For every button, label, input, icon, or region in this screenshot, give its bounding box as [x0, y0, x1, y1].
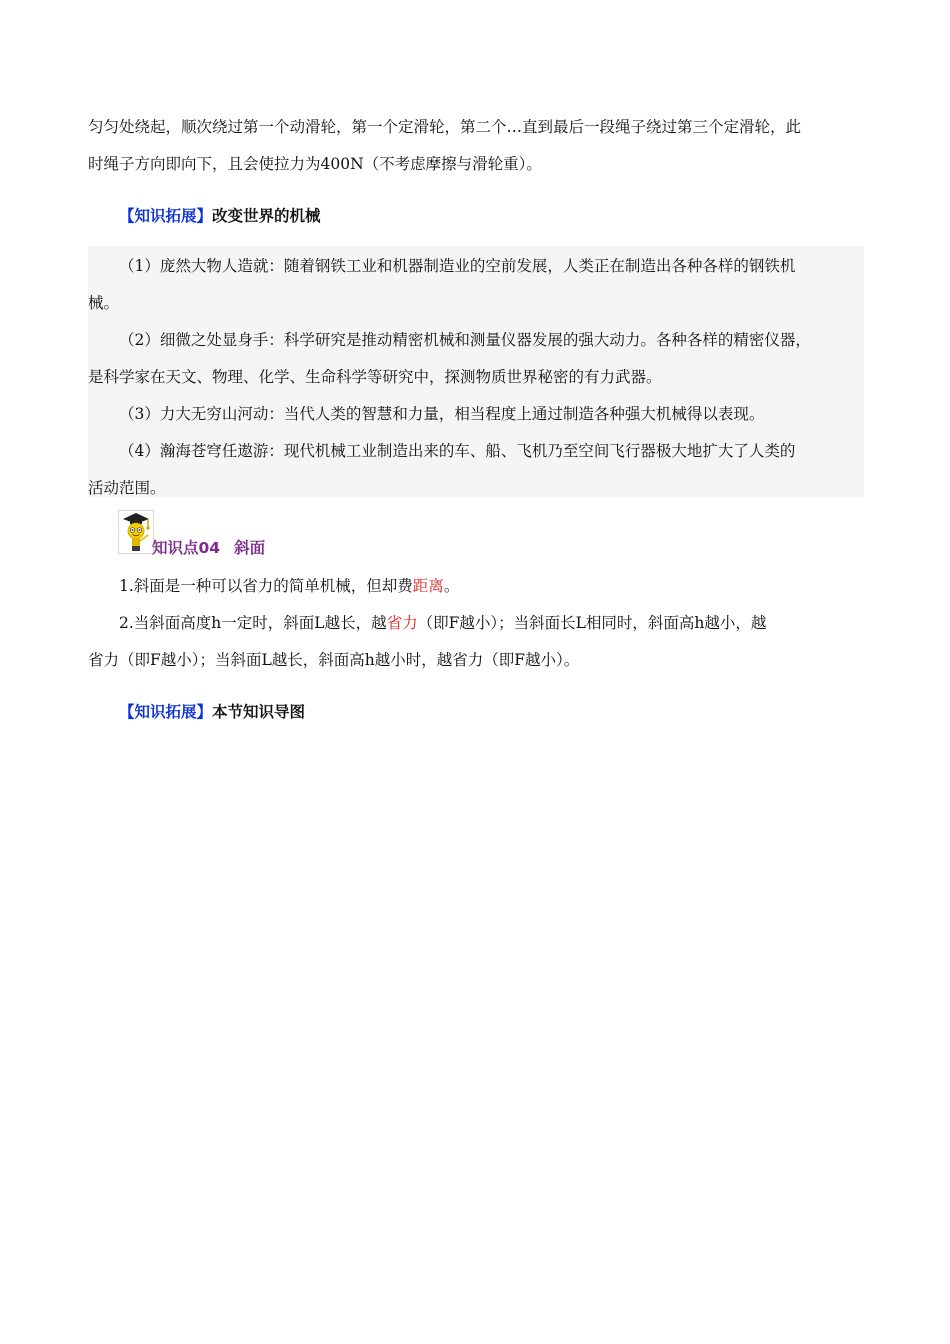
extension-item-2-line-2: 是科学家在天文、物理、化学、生命科学等研究中，探测物质世界秘密的有力武器。 [88, 368, 662, 386]
extension-item-3 [88, 396, 864, 433]
extension-bracket-2: 【知识拓展】 [119, 703, 213, 721]
incline-p1-highlight: 距离 [412, 577, 444, 595]
knowledge-extension-heading-1 [119, 204, 321, 226]
extension-item-2 [88, 322, 864, 396]
knowledge-extension-heading-2 [119, 700, 305, 722]
incline-paragraph-2 [88, 605, 864, 642]
incline-p1-text: 1.斜面是一种可以省力的简单机械，但却费 [119, 577, 413, 595]
extension-bracket: 【知识拓展】 [119, 207, 213, 225]
extension-item-3-line-1: （3）力大无穷山河动：当代人类的智慧和力量，相当程度上通过制造各种强大机械得以表现。 [119, 405, 765, 423]
extension-item-4-line-1: （4）瀚海苍穹任遨游：现代机械工业制造出来的车、船、飞机乃至空间飞行器极大地扩大了人类的 [119, 442, 796, 460]
knowledge-point-heading [152, 536, 279, 558]
incline-paragraph-2-cont [88, 642, 864, 679]
extension-item-4-line-2: 活动范围。 [88, 479, 166, 497]
incline-p2-line-2: 省力（即F越小）；当斜面L越长，斜面高h越小时，越省力（即F越小）。 [88, 651, 580, 669]
incline-p2-highlight: 省力 [386, 614, 418, 632]
intro-line-2: 时绳子方向即向下，且会使拉力为400N（不考虑摩擦与滑轮重）。 [88, 155, 542, 173]
incline-paragraph-1 [88, 568, 864, 605]
scholar-mascot-icon [118, 510, 154, 554]
knowledge-point-label: 知识点04 [152, 539, 221, 557]
knowledge-point-title: 斜面 [234, 539, 266, 557]
extension-item-1 [88, 248, 864, 322]
incline-p2-text-b: （即F越小）；当斜面长L相同时，斜面高h越小，越 [417, 614, 767, 632]
extension-item-4 [88, 433, 864, 507]
intro-paragraph [88, 109, 864, 183]
incline-p1-end: 。 [443, 577, 460, 595]
extension-item-1-line-1: （1）庞然大物人造就：随着钢铁工业和机器制造业的空前发展，人类正在制造出各种各样的钢铁机 [119, 257, 796, 275]
extension-title-2: 本节知识导图 [212, 703, 306, 721]
extension-item-1-line-2: 械。 [88, 294, 120, 312]
extension-title: 改变世界的机械 [212, 207, 321, 225]
intro-line-1: 匀匀处绕起，顺次绕过第一个动滑轮，第一个定滑轮，第二个…直到最后一段绳子绕过第三个定滑轮，此 [88, 118, 802, 136]
incline-p2-text-a: 2.当斜面高度h一定时，斜面L越长，越 [119, 614, 387, 632]
extension-item-2-line-1: （2）细微之处显身手：科学研究是推动精密机械和测量仪器发展的强大动力。各种各样的精密仪器， [119, 331, 811, 349]
